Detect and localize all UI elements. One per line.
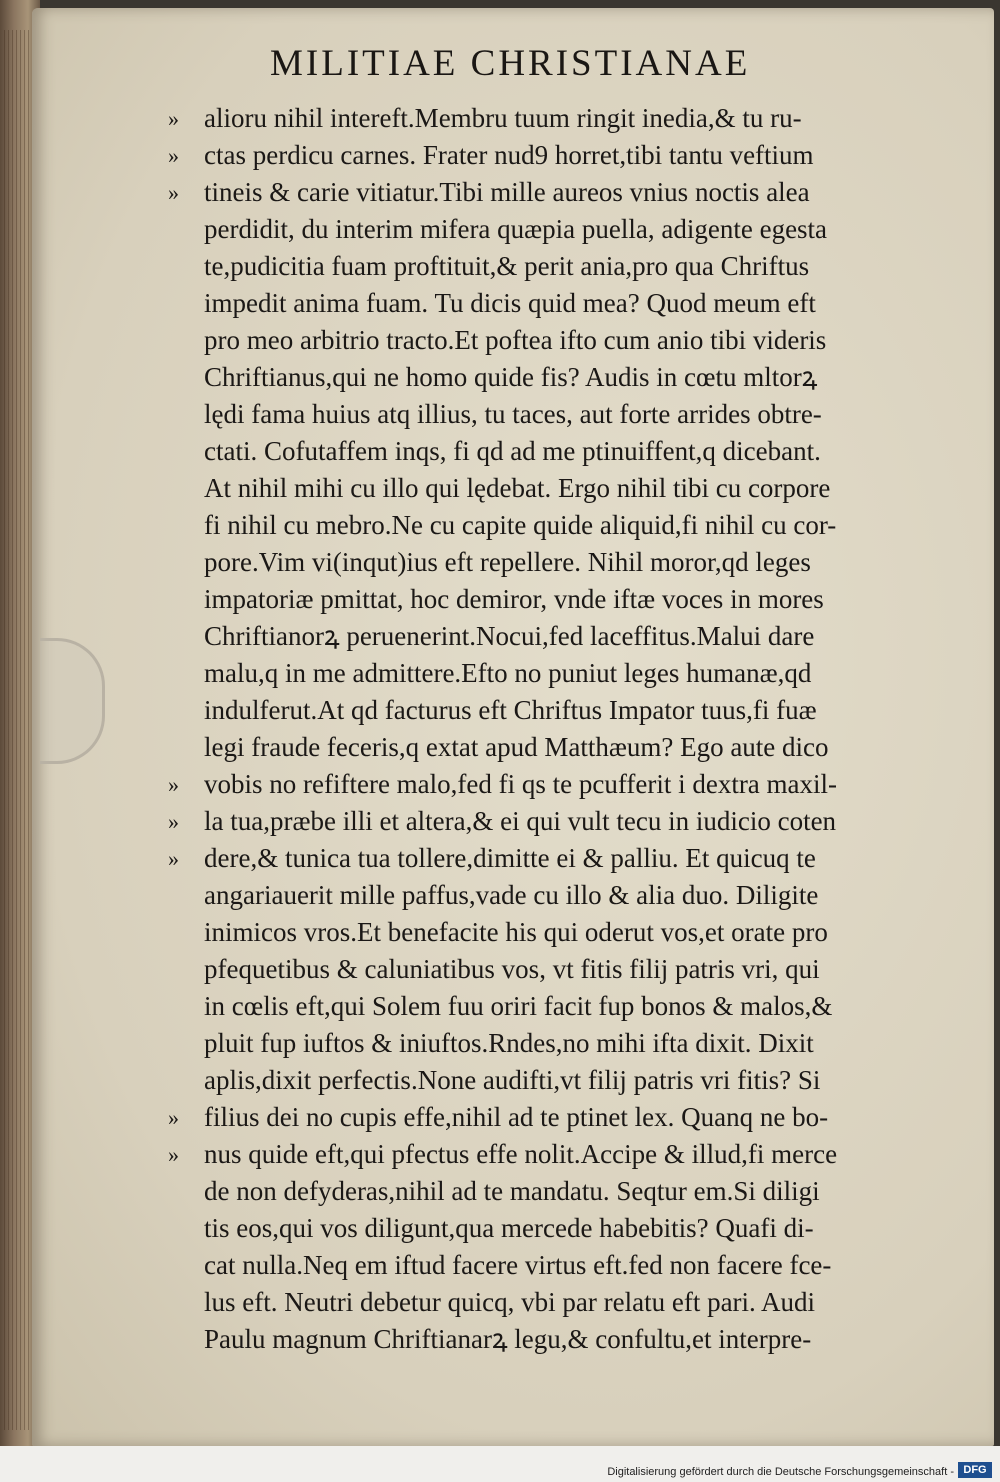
- text-line: inimicos vros.Et benefacite his qui oderut vos,et orate pro: [204, 917, 828, 947]
- text-line: Chriftianorꝝ peruenerint.Nocui,fed laceffitus.Malui dare: [204, 621, 815, 651]
- text-line: impatoriæ pmittat, hoc demiror, vnde iftæ voces in mores: [204, 584, 824, 614]
- line-marker: [168, 396, 202, 433]
- text-line: aplis,dixit perfectis.None audifti,vt filij patris vri fitis? Si: [204, 1065, 821, 1095]
- line-marker: »: [168, 143, 179, 168]
- line-marker: [168, 988, 202, 1025]
- text-line: alioru nihil intereft.Membru tuum ringit inedia,& tu ru-: [204, 103, 802, 133]
- line-marker: [168, 433, 202, 470]
- body-text: [204, 100, 944, 1354]
- page-edges: [4, 30, 34, 1430]
- line-marker: »: [168, 809, 179, 834]
- text-line: Paulu magnum Chriftianarꝝ legu,& confultu,et interpre-: [204, 1324, 812, 1354]
- line-marker: [168, 1025, 202, 1062]
- text-line: te,pudicitia fuam proftituit,& perit ania,pro qua Chriftus: [204, 251, 810, 281]
- line-marker: »: [168, 1105, 179, 1130]
- text-line: pore.Vim vi(inqut)ius eft repellere. Nihil moror,qd leges: [204, 547, 811, 577]
- text-line: de non defyderas,nihil ad te mandatu. Seqtur em.Si diligi: [204, 1176, 820, 1206]
- text-line: indulferut.At qd facturus eft Chriftus Impator tuus,fi fuæ: [204, 695, 817, 725]
- text-line: fi nihil cu mebro.Ne cu capite quide aliquid,fi nihil cu cor-: [204, 510, 837, 540]
- line-marker: [168, 248, 202, 285]
- text-line: pfequetibus & caluniatibus vos, vt fitis filij patris vri, qui: [204, 954, 820, 984]
- text-line: ctati. Cofutaffem inqs, fi qd ad me ptinuiffent,q dicebant.: [204, 436, 821, 466]
- text-line: tis eos,qui vos diligunt,qua mercede habebitis? Quafi di-: [204, 1213, 814, 1243]
- line-marker: [168, 914, 202, 951]
- line-marker: [168, 1284, 202, 1321]
- line-marker: [168, 470, 202, 507]
- line-marker: [168, 951, 202, 988]
- line-marker: [168, 544, 202, 581]
- line-marker: [168, 1247, 202, 1284]
- text-line: nus quide eft,qui pfectus effe nolit.Accipe & illud,fi merce: [204, 1139, 838, 1169]
- text-line: legi fraude feceris,q extat apud Matthæum? Ego aute dico: [204, 732, 829, 762]
- paper-clip: [40, 638, 105, 764]
- line-marker: [168, 211, 202, 248]
- text-line: lędi fama huius atq illius, tu taces, aut forte arrides obtre-: [204, 399, 822, 429]
- quotation-markers: [168, 100, 202, 1250]
- line-marker: [168, 507, 202, 544]
- line-marker: [168, 581, 202, 618]
- line-marker: [168, 1062, 202, 1099]
- text-line: la tua,præbe illi et altera,& ei qui vult tecu in iudicio coten: [204, 806, 837, 836]
- text-line: in cœlis eft,qui Solem fuu oriri facit fup bonos & malos,&: [204, 991, 833, 1021]
- text-line: perdidit, du interim mifera quæpia puella, adigente egesta: [204, 214, 828, 244]
- digitization-credit: Digitalisierung gefördert durch die Deutsche Forschungsgemeinschaft -: [607, 1466, 954, 1478]
- line-marker: [168, 1321, 202, 1358]
- text-line: lus eft. Neutri debetur quicq, vbi par relatu eft pari. Audi: [204, 1287, 816, 1317]
- line-marker: »: [168, 772, 179, 797]
- line-marker: [168, 877, 202, 914]
- line-marker: »: [168, 180, 179, 205]
- text-line: pro meo arbitrio tracto.Et poftea ifto cum anio tibi videris: [204, 325, 827, 355]
- line-marker: [168, 692, 202, 729]
- text-line: filius dei no cupis effe,nihil ad te ptinet lex. Quanq ne bo-: [204, 1102, 829, 1132]
- text-line: ctas perdicu carnes. Frater nud9 horret,tibi tantu veftium: [204, 140, 814, 170]
- text-line: cat nulla.Neq em iftud facere virtus eft.fed non facere fce-: [204, 1250, 832, 1280]
- text-line: angariauerit mille paffus,vade cu illo & alia duo. Diligite: [204, 880, 819, 910]
- line-marker: [168, 729, 202, 766]
- line-marker: [168, 1210, 202, 1247]
- running-title: MILITIAE CHRISTIANAE: [270, 43, 751, 84]
- line-marker: »: [168, 106, 179, 131]
- line-marker: »: [168, 1142, 179, 1167]
- text-line: pluit fup iuftos & iniuftos.Rndes,no mihi ifta dixit. Dixit: [204, 1028, 814, 1058]
- text-line: Chriftianus,qui ne homo quide fis? Audis in cœtu mltorꝝ: [204, 362, 818, 392]
- dfg-logo: DFG: [958, 1462, 992, 1478]
- line-marker: [168, 285, 202, 322]
- text-line: dere,& tunica tua tollere,dimitte ei & palliu. Et quicuq te: [204, 843, 816, 873]
- line-marker: »: [168, 846, 179, 871]
- text-line: tineis & carie vitiatur.Tibi mille aureos vnius noctis alea: [204, 177, 810, 207]
- line-marker: [168, 655, 202, 692]
- text-line: At nihil mihi cu illo qui lędebat. Ergo nihil tibi cu corpore: [204, 473, 831, 503]
- line-marker: [168, 322, 202, 359]
- text-line: impedit anima fuam. Tu dicis quid mea? Quod meum eft: [204, 288, 816, 318]
- line-marker: [168, 618, 202, 655]
- line-marker: [168, 1173, 202, 1210]
- text-line: vobis no refiftere malo,fed fi qs te pcufferit i dextra maxil-: [204, 769, 838, 799]
- text-line: malu,q in me admittere.Efto no puniut leges humanæ,qd: [204, 658, 812, 688]
- line-marker: [168, 359, 202, 396]
